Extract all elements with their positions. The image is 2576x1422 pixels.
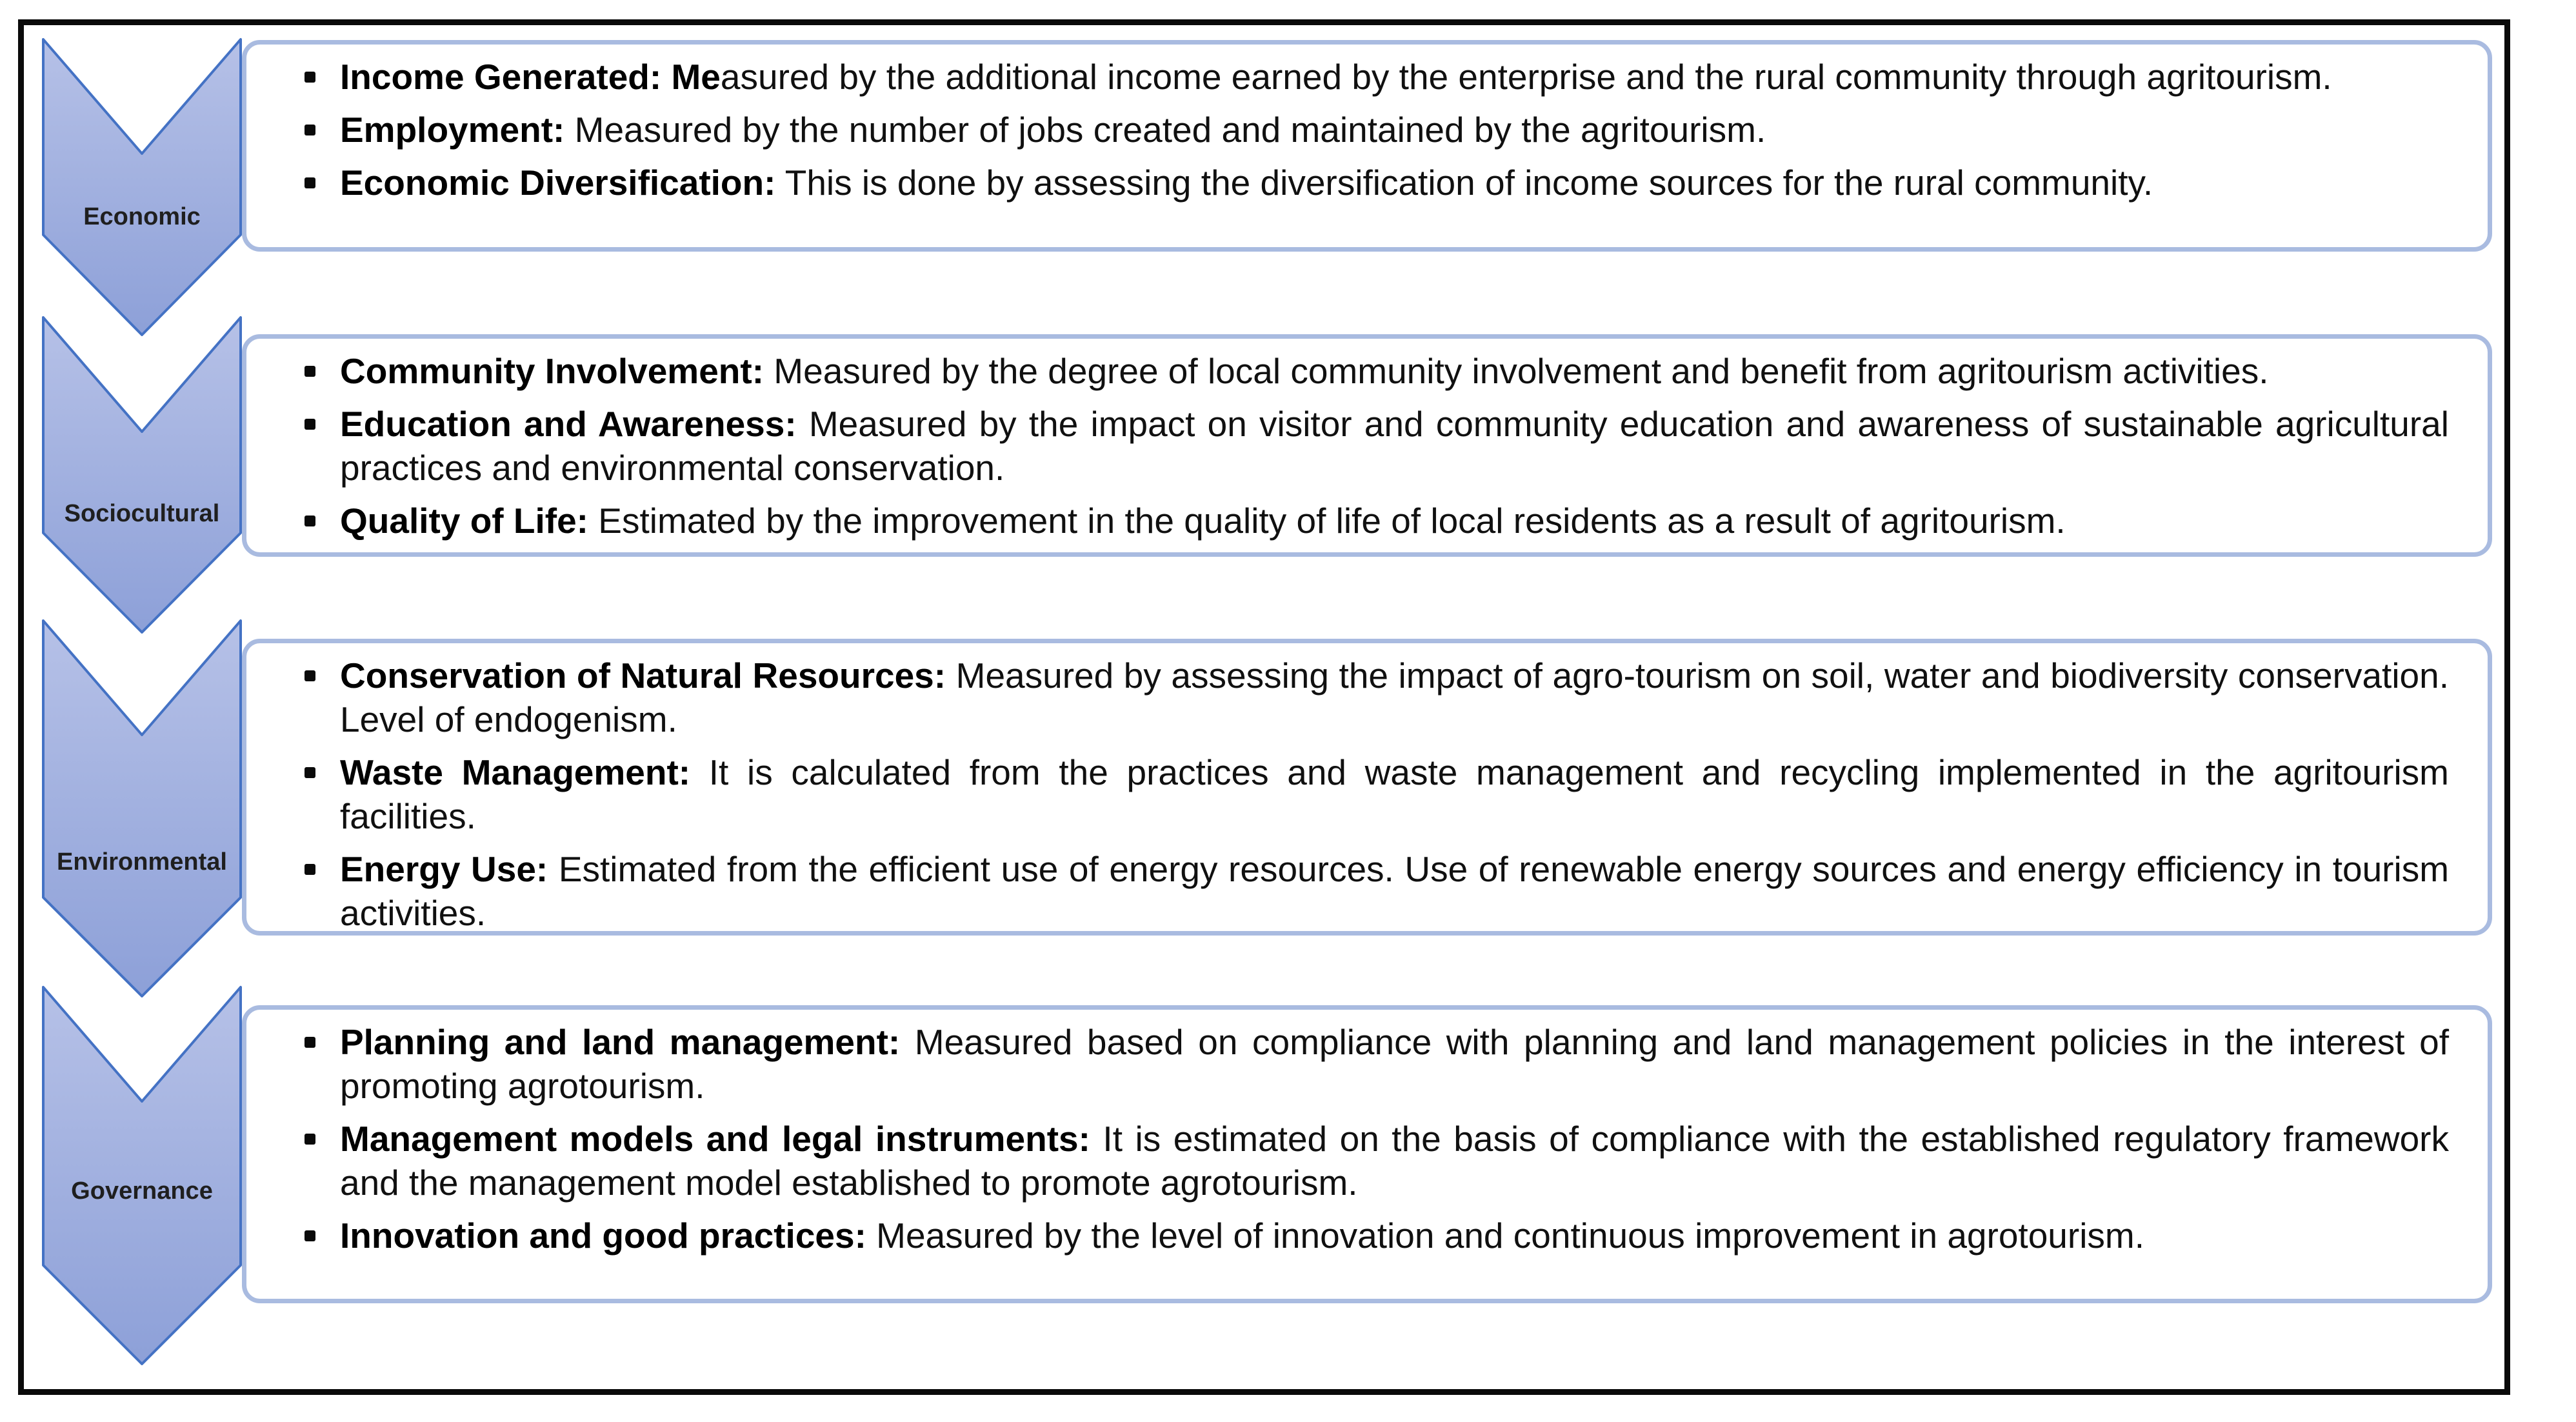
list-item (305, 108, 2449, 152)
economic-panel (242, 40, 2492, 252)
bullet-text (340, 1214, 2449, 1257)
bullet-text (340, 1020, 2449, 1108)
chevron-label-economic: Economic (83, 203, 201, 230)
list-item (305, 499, 2449, 543)
bullet-desc: Estimated from the efficient use of energy resources. Use of renewable energy sources and energy efficiency in tourism activities. (340, 849, 2450, 933)
bullet-term: Waste Management: (340, 752, 691, 792)
list-item (305, 55, 2449, 99)
bullet-marker-icon (305, 366, 315, 377)
bullet-desc: Measured by the degree of local community involvement and benefit from agritourism activities. (764, 351, 2269, 391)
bullet-marker-icon (305, 1230, 315, 1241)
list-item (305, 161, 2449, 205)
bullet-text (340, 750, 2449, 838)
chevron-label-sociocultural: Sociocultural (64, 500, 220, 527)
bullet-desc: Measured by the level of innovation and continuous improvement in agrotourism. (866, 1216, 2145, 1256)
diagram-frame (18, 19, 2510, 1395)
bullet-marker-icon (305, 516, 315, 526)
list-item (305, 349, 2449, 393)
bullet-text (340, 847, 2449, 935)
bullet-marker-icon (305, 419, 315, 430)
list-item (305, 1117, 2449, 1205)
governance-panel (242, 1005, 2492, 1303)
list-item (305, 750, 2449, 838)
bullet-text (340, 161, 2449, 205)
list-item (305, 847, 2449, 935)
bullet-desc: It is estimated on the basis of compliance with the established regulatory framework and the management model established to promote agrotourism. (340, 1119, 2449, 1203)
bullet-text (340, 1117, 2449, 1205)
bullet-desc: Measured by the impact on visitor and community education and awareness of sustainable agricultural practices and environmental conservation. (340, 404, 2449, 488)
bullet-marker-icon (305, 864, 315, 875)
bullet-marker-icon (305, 767, 315, 778)
bullet-desc: Measured by assessing the impact of agro-tourism on soil, water and biodiversity conservation. Level of endogenism. (340, 656, 2449, 739)
list-item (305, 1020, 2449, 1108)
list-item (305, 402, 2449, 490)
bullet-desc: This is done by assessing the diversification of income sources for the rural community. (775, 163, 2153, 203)
bullet-term: Income Generated: Me (340, 57, 721, 97)
bullet-text (340, 654, 2449, 741)
bullet-term: Quality of Life: (340, 501, 588, 541)
bullet-desc: asured by the additional income earned by the enterprise and the rural community through agritourism. (720, 57, 2332, 97)
bullet-term: Economic Diversification: (340, 163, 776, 203)
bullet-text (340, 499, 2449, 543)
bullet-term: Energy Use: (340, 849, 548, 889)
list-item (305, 654, 2449, 741)
bullet-marker-icon (305, 1037, 315, 1048)
bullet-term: Community Involvement: (340, 351, 764, 391)
bullet-marker-icon (305, 1134, 315, 1145)
chevron-down-economic-icon (42, 38, 242, 336)
bullet-text (340, 108, 2449, 152)
bullet-marker-icon (305, 670, 315, 681)
bullet-text (340, 402, 2449, 490)
environmental-panel (242, 639, 2492, 936)
bullet-term: Innovation and good practices: (340, 1216, 866, 1256)
bullet-term: Education and Awareness: (340, 404, 797, 444)
bullet-desc: Measured by the number of jobs created and maintained by the agritourism. (564, 110, 1766, 150)
chevron-down-environmental-icon (42, 619, 242, 997)
bullet-text (340, 349, 2449, 393)
sociocultural-panel (242, 334, 2492, 557)
chevron-down-sociocultural-icon (42, 316, 242, 634)
bullet-text (340, 55, 2449, 99)
chevron-label-governance: Governance (71, 1177, 213, 1205)
bullet-desc: Estimated by the improvement in the quality of life of local residents as a result of agritourism. (588, 501, 2066, 541)
bullet-marker-icon (305, 177, 315, 188)
bullet-term: Conservation of Natural Resources: (340, 656, 946, 696)
chevron-label-environmental: Environmental (57, 848, 227, 876)
bullet-marker-icon (305, 72, 315, 83)
bullet-term: Management models and legal instruments: (340, 1119, 1090, 1159)
bullet-desc: It is calculated from the practices and waste management and recycling implemented in the agritourism facilities. (340, 752, 2449, 836)
bullet-term: Employment: (340, 110, 565, 150)
bullet-term: Planning and land management: (340, 1022, 901, 1062)
bullet-desc: Measured based on compliance with planning and land management policies in the interest of promoting agrotourism. (340, 1022, 2449, 1106)
bullet-marker-icon (305, 125, 315, 135)
list-item (305, 1214, 2449, 1257)
